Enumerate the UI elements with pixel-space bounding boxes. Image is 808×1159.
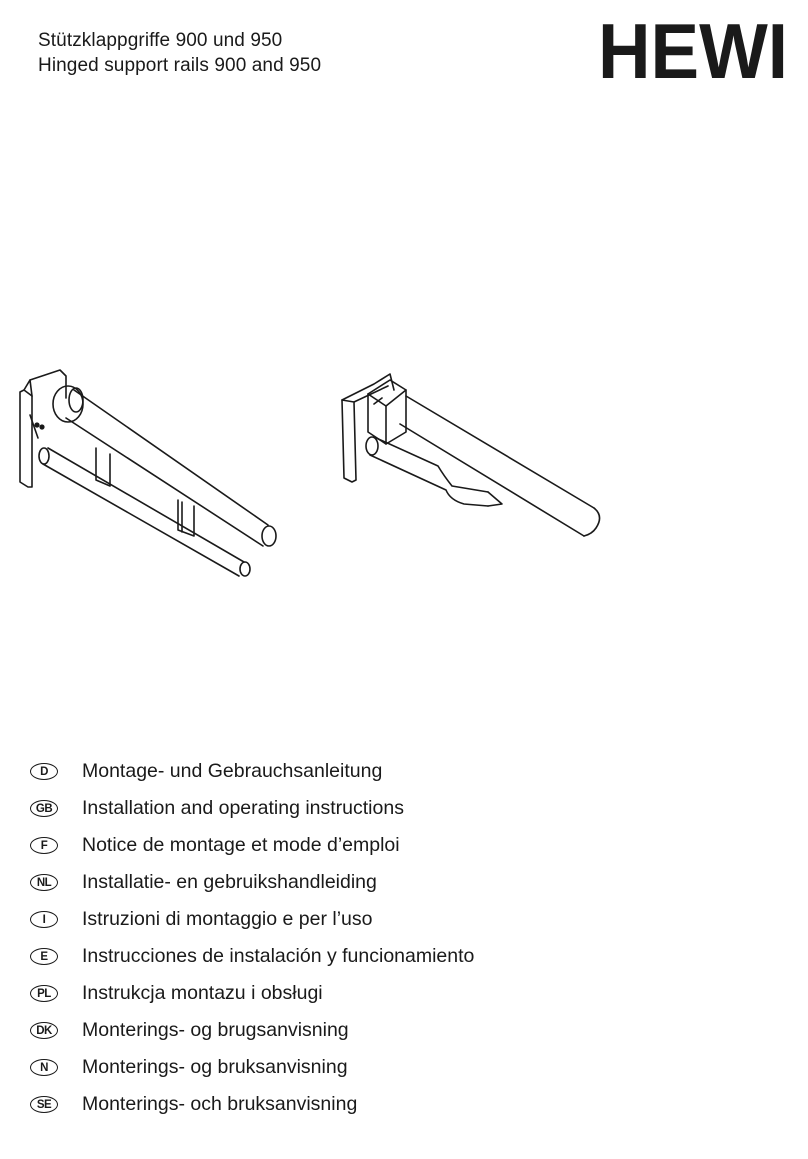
list-item — [30, 827, 474, 864]
rail-900-drawing — [20, 370, 276, 576]
list-item — [30, 1049, 474, 1086]
list-item — [30, 864, 474, 901]
language-badge: SE — [30, 1096, 58, 1113]
list-item — [30, 975, 474, 1012]
language-badge: E — [30, 948, 58, 965]
language-badge: D — [30, 763, 58, 780]
language-badge: GB — [30, 800, 58, 817]
language-label: Instrukcja montazu i obsługi — [82, 982, 323, 1004]
brand-logo-text: HEWI — [598, 20, 788, 84]
language-label: Instrucciones de instalación y funcionamiento — [82, 945, 475, 967]
language-label: Montage- und Gebrauchsanleitung — [82, 760, 383, 782]
document-title-block — [38, 28, 321, 78]
list-item — [30, 1086, 474, 1123]
hewi-logo — [598, 20, 790, 84]
list-item — [30, 753, 474, 790]
language-label: Installation and operating instructions — [82, 797, 404, 819]
language-label: Installatie- en gebruikshandleiding — [82, 871, 377, 893]
list-item — [30, 901, 474, 938]
language-badge: I — [30, 911, 58, 928]
language-badge: PL — [30, 985, 58, 1002]
language-badge: N — [30, 1059, 58, 1076]
title-german: Stützklappgriffe 900 und 950 — [38, 30, 283, 51]
rail-950-drawing — [342, 374, 600, 536]
language-badge: NL — [30, 874, 58, 891]
language-label: Monterings- och bruksanvisning — [82, 1093, 358, 1115]
language-list — [30, 753, 474, 1123]
language-badge: F — [30, 837, 58, 854]
title-english: Hinged support rails 900 and 950 — [38, 55, 322, 76]
language-label: Monterings- og bruksanvisning — [82, 1056, 348, 1078]
language-badge: DK — [30, 1022, 58, 1039]
language-label: Notice de montage et mode d’emploi — [82, 834, 400, 856]
language-label: Monterings- og brugsanvisning — [82, 1019, 349, 1041]
product-illustration — [18, 340, 618, 600]
list-item — [30, 938, 474, 975]
list-item — [30, 1012, 474, 1049]
language-label: Istruzioni di montaggio e per l’uso — [82, 908, 373, 930]
list-item — [30, 790, 474, 827]
